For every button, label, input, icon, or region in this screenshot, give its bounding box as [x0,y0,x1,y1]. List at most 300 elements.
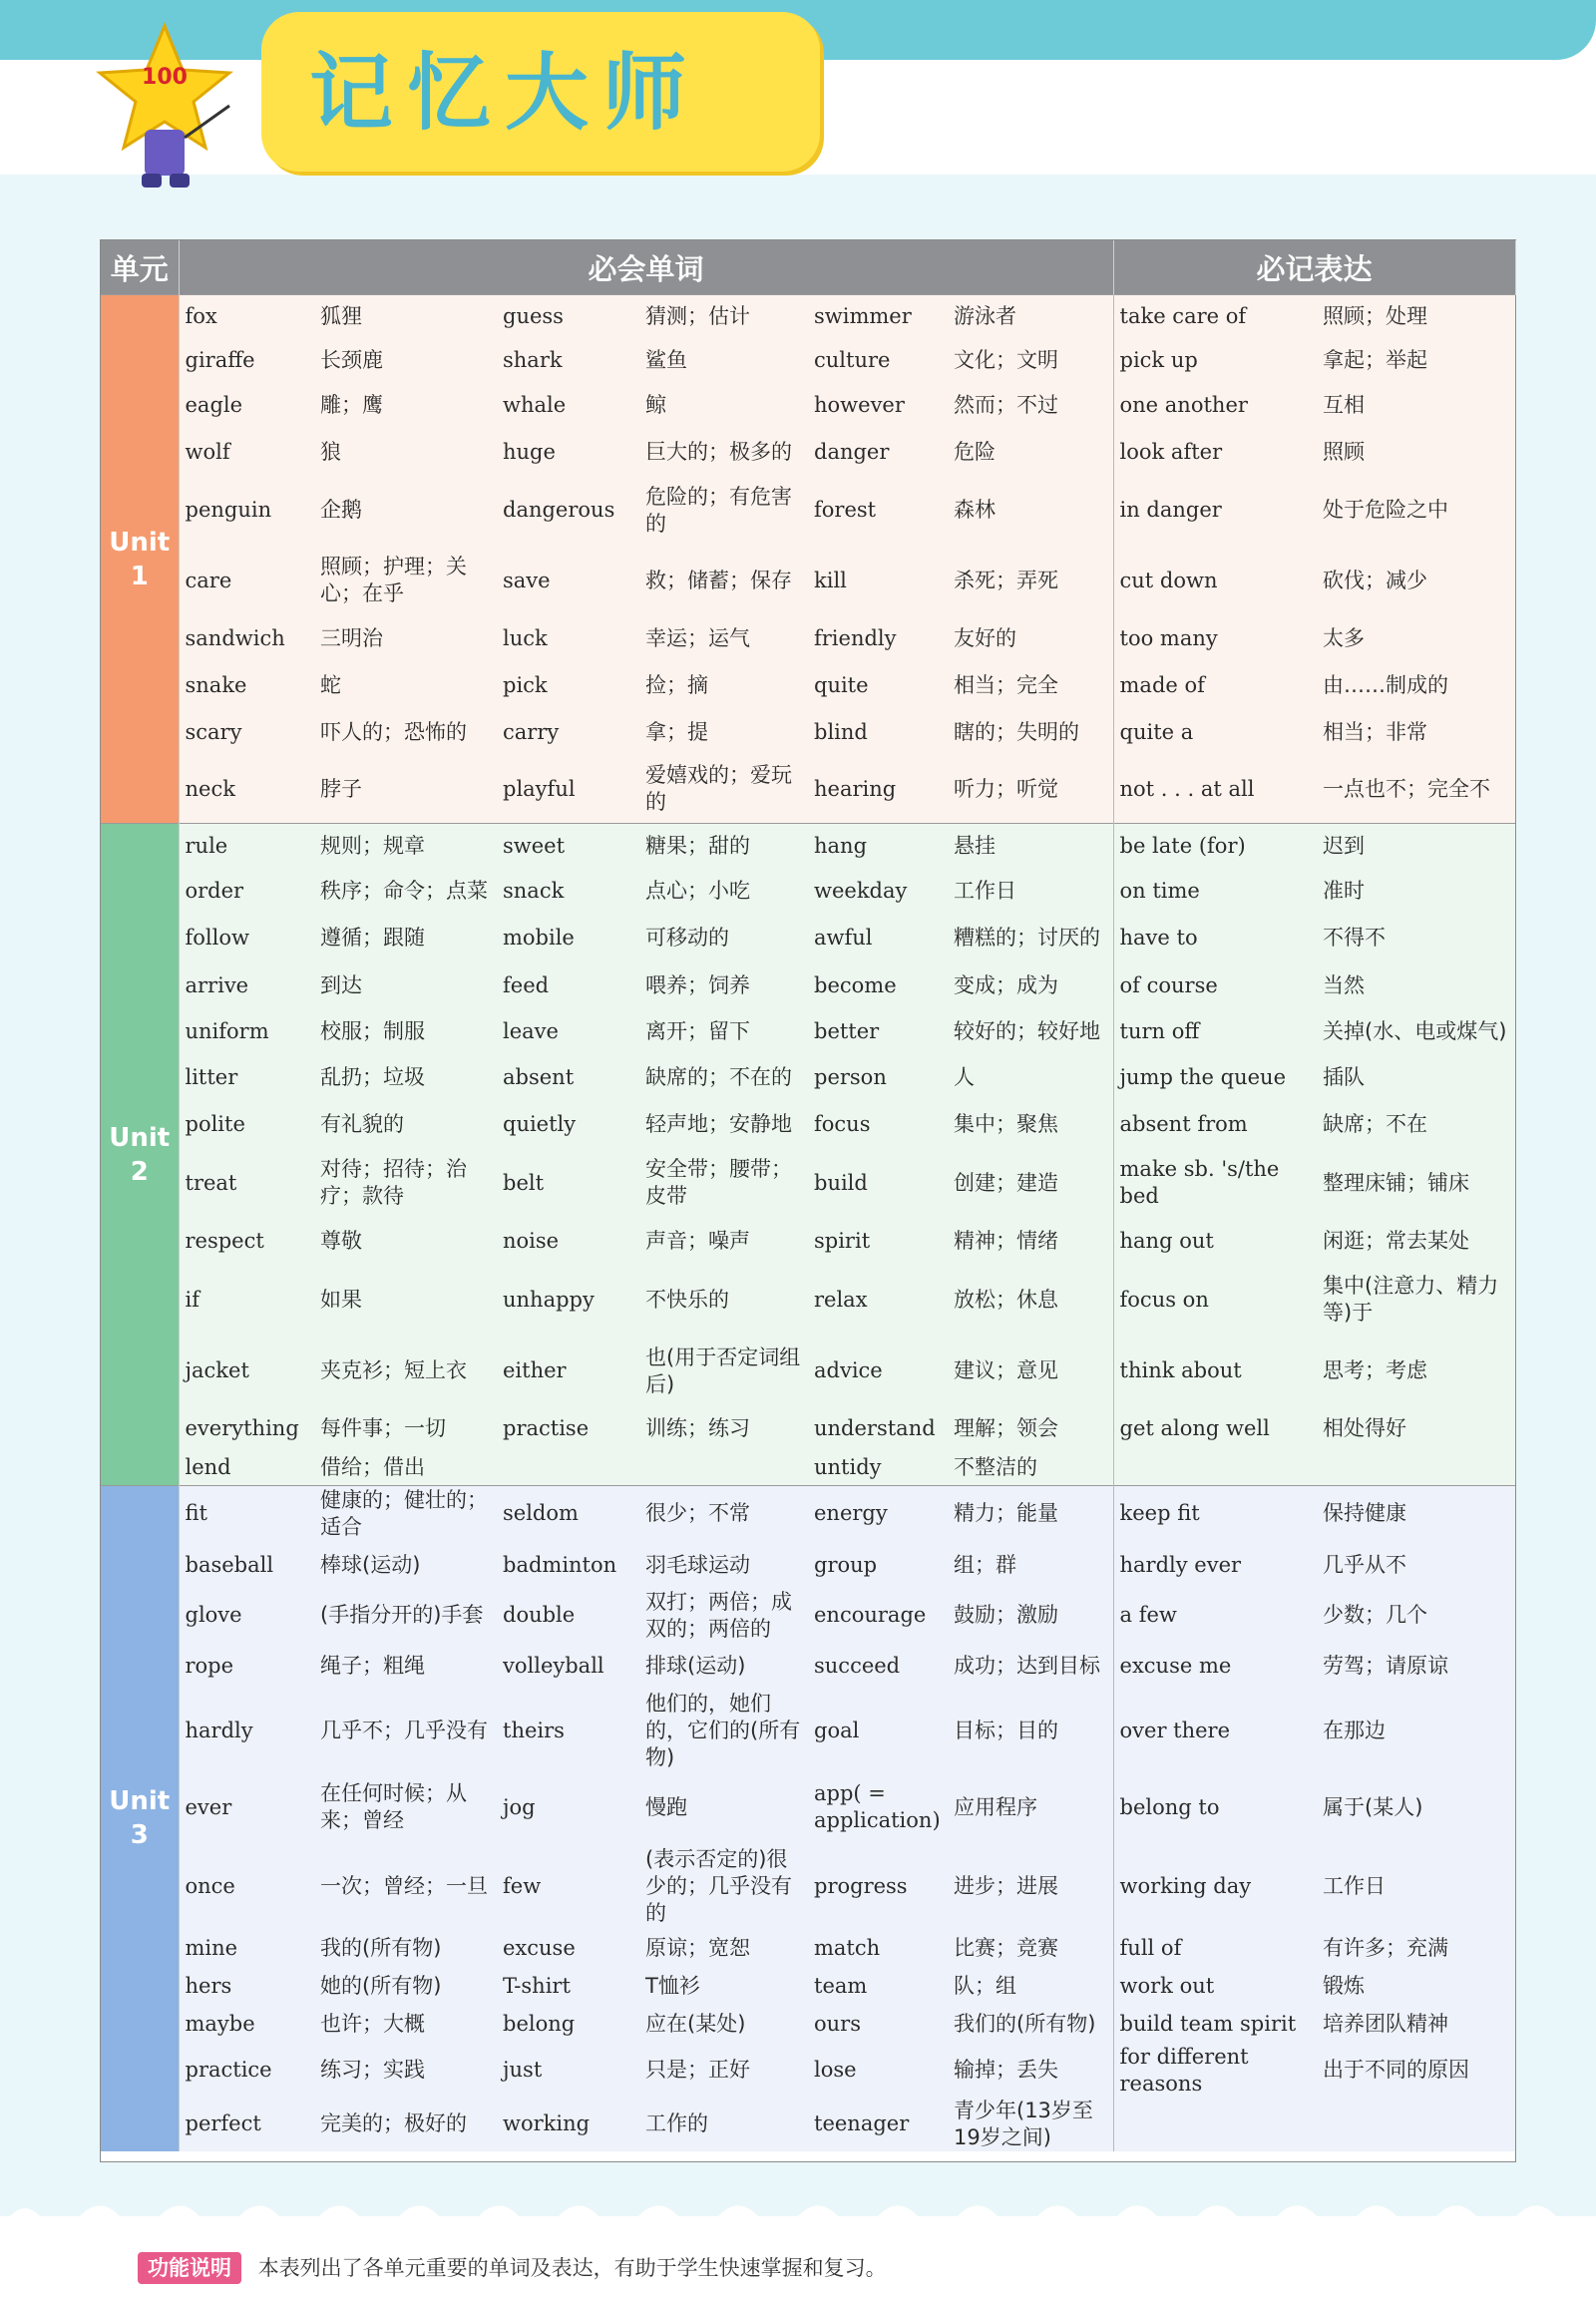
expression-cell: keep fit [1113,1486,1317,1542]
table-row [101,709,1515,756]
meaning-cell: 出于不同的原因 [1317,2044,1515,2098]
word-cell: glove [179,1589,314,1643]
meaning-cell: 太多 [1317,616,1515,662]
meaning-cell: 危险 [948,429,1113,476]
word-cell: goal [808,1691,948,1771]
word-cell: theirs [497,1691,639,1771]
expression-cell: not . . . at all [1113,756,1317,824]
meaning-cell: 友好的 [948,616,1113,662]
meaning-cell: 规则；规章 [314,824,497,869]
expression-cell: on time [1113,869,1317,915]
expression-cell: excuse me [1113,1643,1317,1691]
expression-cell: quite a [1113,709,1317,756]
table-row [101,2006,1515,2044]
expression-cell: for different reasons [1113,2044,1317,2098]
table-row [101,476,1515,546]
word-cell: lend [179,1450,314,1486]
meaning-cell: 她的(所有物) [314,1968,497,2006]
word-cell: care [179,546,314,616]
word-cell: build [808,1148,948,1219]
word-cell: weekday [808,869,948,915]
word-cell: perfect [179,2098,314,2151]
meaning-cell: 关掉(水、电或煤气) [1317,1009,1515,1055]
meaning-cell: 工作日 [1317,1844,1515,1929]
meaning-cell: 整理床铺；铺床 [1317,1148,1515,1219]
meaning-cell: 不整洁的 [948,1450,1113,1486]
meaning-cell: 由……制成的 [1317,662,1515,709]
meaning-cell: 狐狸 [314,295,497,339]
meaning-cell: 双打；两倍；成双的；两倍的 [639,1589,808,1643]
table-row [101,1148,1515,1219]
word-cell: jog [497,1771,639,1844]
meaning-cell: 缺席的；不在的 [639,1055,808,1101]
meaning-cell: 迟到 [1317,824,1515,869]
meaning-cell: 插队 [1317,1055,1515,1101]
word-cell: sandwich [179,616,314,662]
word-cell: ours [808,2006,948,2044]
meaning-cell: 糟糕的；讨厌的 [948,915,1113,962]
table-row [101,1844,1515,1929]
word-cell: treat [179,1148,314,1219]
meaning-cell: 几乎不；几乎没有 [314,1691,497,1771]
word-cell: unhappy [497,1265,639,1336]
meaning-cell: 当然 [1317,962,1515,1009]
word-cell: practise [497,1407,639,1450]
expression-cell: made of [1113,662,1317,709]
word-cell: fit [179,1486,314,1542]
meaning-cell: 遵循；跟随 [314,915,497,962]
meaning-cell: 狼 [314,429,497,476]
word-cell: few [497,1844,639,1929]
expression-cell [1113,1450,1317,1486]
meaning-cell: 理解；领会 [948,1407,1113,1450]
meaning-cell: 悬挂 [948,824,1113,869]
word-cell: rope [179,1643,314,1691]
meaning-cell: 对待；招待；治疗；款待 [314,1148,497,1219]
expression-cell: be late (for) [1113,824,1317,869]
meaning-cell: 组；群 [948,1542,1113,1589]
meaning-cell: 一次；曾经；一旦 [314,1844,497,1929]
meaning-cell: 绳子；粗绳 [314,1643,497,1691]
meaning-cell: 乱扔；垃圾 [314,1055,497,1101]
meaning-cell: 很少；不常 [639,1486,808,1542]
meaning-cell: 鼓励；激励 [948,1589,1113,1643]
meaning-cell: 一点也不；完全不 [1317,756,1515,824]
expression-cell: of course [1113,962,1317,1009]
meaning-cell [1317,2098,1515,2151]
word-cell: penguin [179,476,314,546]
meaning-cell: 借给；借出 [314,1450,497,1486]
meaning-cell: 安全带；腰带；皮带 [639,1148,808,1219]
meaning-cell: 有礼貌的 [314,1101,497,1148]
table-row [101,1219,1515,1265]
meaning-cell: 轻声地；安静地 [639,1101,808,1148]
meaning-cell: 在任何时候；从来；曾经 [314,1771,497,1844]
meaning-cell: 我的(所有物) [314,1929,497,1968]
expression-cell: hang out [1113,1219,1317,1265]
meaning-cell: 成功；达到目标 [948,1643,1113,1691]
word-cell: giraffe [179,339,314,382]
meaning-cell: 完美的；极好的 [314,2098,497,2151]
meaning-cell: 然而；不过 [948,382,1113,429]
table-row [101,2044,1515,2098]
word-cell: hearing [808,756,948,824]
meaning-cell: 游泳者 [948,295,1113,339]
expression-cell: cut down [1113,546,1317,616]
meaning-cell: 羽毛球运动 [639,1542,808,1589]
table-row [101,2098,1515,2151]
word-cell: huge [497,429,639,476]
word-cell: kill [808,546,948,616]
word-cell: succeed [808,1643,948,1691]
word-cell: forest [808,476,948,546]
meaning-cell: 每件事；一切 [314,1407,497,1450]
table-row [101,824,1515,869]
meaning-cell: 也(用于否定词组后) [639,1336,808,1407]
word-cell: wolf [179,429,314,476]
word-cell: maybe [179,2006,314,2044]
table-row [101,339,1515,382]
meaning-cell: 目标；目的 [948,1691,1113,1771]
meaning-cell: 糖果；甜的 [639,824,808,869]
word-cell: match [808,1929,948,1968]
expression-cell: think about [1113,1336,1317,1407]
word-cell: uniform [179,1009,314,1055]
word-cell: quite [808,662,948,709]
word-cell: order [179,869,314,915]
word-cell: culture [808,339,948,382]
meaning-cell: 照顾；护理；关心；在乎 [314,546,497,616]
meaning-cell: 点心；小吃 [639,869,808,915]
word-cell: arrive [179,962,314,1009]
expression-cell: turn off [1113,1009,1317,1055]
word-cell: feed [497,962,639,1009]
word-cell: hang [808,824,948,869]
meaning-cell: 队；组 [948,1968,1113,2006]
meaning-cell: 思考；考虑 [1317,1336,1515,1407]
meaning-cell: 相处得好 [1317,1407,1515,1450]
table-row [101,1589,1515,1643]
meaning-cell: 长颈鹿 [314,339,497,382]
meaning-cell: 排球(运动) [639,1643,808,1691]
table-row [101,1009,1515,1055]
word-cell: carry [497,709,639,756]
table-row [101,1407,1515,1450]
header-words: 必会单词 [179,240,1113,295]
word-cell: T-shirt [497,1968,639,2006]
word-cell: focus [808,1101,948,1148]
meaning-cell: 比赛；竞赛 [948,1929,1113,1968]
word-cell: follow [179,915,314,962]
word-cell: fox [179,295,314,339]
meaning-cell: 瞎的；失明的 [948,709,1113,756]
word-cell: danger [808,429,948,476]
word-cell: progress [808,1844,948,1929]
meaning-cell: 巨大的；极多的 [639,429,808,476]
meaning-cell: 准时 [1317,869,1515,915]
meaning-cell: 精神；情绪 [948,1219,1113,1265]
word-cell: eagle [179,382,314,429]
word-cell: swimmer [808,295,948,339]
word-cell: noise [497,1219,639,1265]
meaning-cell: 输掉；丢失 [948,2044,1113,2098]
word-cell: hardly [179,1691,314,1771]
meaning-cell: 鲨鱼 [639,339,808,382]
table-row [101,756,1515,824]
meaning-cell: 训练；练习 [639,1407,808,1450]
table-row [101,1929,1515,1968]
word-cell: luck [497,616,639,662]
word-cell: baseball [179,1542,314,1589]
word-cell: encourage [808,1589,948,1643]
meaning-cell: 不快乐的 [639,1265,808,1336]
meaning-cell: 劳驾；请原谅 [1317,1643,1515,1691]
word-cell: quietly [497,1101,639,1148]
word-cell: energy [808,1486,948,1542]
meaning-cell: 青少年(13岁至19岁之间) [948,2098,1113,2151]
unit-label: Unit 3 [101,1486,179,2151]
meaning-cell: 照顾 [1317,429,1515,476]
word-cell: guess [497,295,639,339]
meaning-cell: 猜测；估计 [639,295,808,339]
expression-cell: in danger [1113,476,1317,546]
table-row [101,662,1515,709]
expression-cell: make sb. 's/the bed [1113,1148,1317,1219]
word-cell: belt [497,1148,639,1219]
table-row [101,616,1515,662]
meaning-cell: 文化；文明 [948,339,1113,382]
word-cell: save [497,546,639,616]
word-cell: advice [808,1336,948,1407]
meaning-cell: 创建；建造 [948,1148,1113,1219]
meaning-cell: 棒球(运动) [314,1542,497,1589]
word-cell: playful [497,756,639,824]
table-row [101,1450,1515,1486]
meaning-cell: 放松；休息 [948,1265,1113,1336]
meaning-cell: 我们的(所有物) [948,2006,1113,2044]
word-cell: blind [808,709,948,756]
word-cell: whale [497,382,639,429]
meaning-cell: 慢跑 [639,1771,808,1844]
meaning-cell: 杀死；弄死 [948,546,1113,616]
word-cell: app( = application) [808,1771,948,1844]
meaning-cell [1317,1450,1515,1486]
meaning-cell: 处于危险之中 [1317,476,1515,546]
meaning-cell: 互相 [1317,382,1515,429]
word-cell: badminton [497,1542,639,1589]
word-cell: hers [179,1968,314,2006]
word-cell: neck [179,756,314,824]
meaning-cell: 喂养；饲养 [639,962,808,1009]
word-cell: become [808,962,948,1009]
meaning-cell: 照顾；处理 [1317,295,1515,339]
meaning-cell: 蛇 [314,662,497,709]
table-row [101,1486,1515,1542]
word-cell: practice [179,2044,314,2098]
vocab-grid [101,240,1516,2151]
meaning-cell: 脖子 [314,756,497,824]
meaning-cell: 拿；提 [639,709,808,756]
word-cell: relax [808,1265,948,1336]
word-cell: absent [497,1055,639,1101]
meaning-cell: 人 [948,1055,1113,1101]
word-cell: ever [179,1771,314,1844]
word-cell: shark [497,339,639,382]
meaning-cell: 应在(某处) [639,2006,808,2044]
expression-cell: one another [1113,382,1317,429]
word-cell: jacket [179,1336,314,1407]
meaning-cell: 原谅；宽恕 [639,1929,808,1968]
table-row [101,295,1515,339]
table-row [101,1771,1515,1844]
word-cell: untidy [808,1450,948,1486]
word-cell: mine [179,1929,314,1968]
footer-text: 本表列出了各单元重要的单词及表达，有助于学生快速掌握和复习。 [257,2256,887,2280]
word-cell: litter [179,1055,314,1101]
meaning-cell: 变成；成为 [948,962,1113,1009]
table-row [101,869,1515,915]
meaning-cell: 他们的，她们的，它们的(所有物) [639,1691,808,1771]
meaning-cell: 缺席；不在 [1317,1101,1515,1148]
meaning-cell: 救；储蓄；保存 [639,546,808,616]
meaning-cell: 工作日 [948,869,1113,915]
meaning-cell: 爱嬉戏的；爱玩的 [639,756,808,824]
meaning-cell: 夹克衫；短上衣 [314,1336,497,1407]
header-expressions: 必记表达 [1113,240,1515,295]
word-cell: once [179,1844,314,1929]
table-row [101,1968,1515,2006]
meaning-cell: 集中(注意力、精力等)于 [1317,1265,1515,1336]
word-cell: sweet [497,824,639,869]
meaning-cell: 吓人的；恐怖的 [314,709,497,756]
expression-cell: hardly ever [1113,1542,1317,1589]
meaning-cell: 秩序；命令；点菜 [314,869,497,915]
meaning-cell: 锻炼 [1317,1968,1515,2006]
meaning-cell: 培养团队精神 [1317,2006,1515,2044]
meaning-cell: 不得不 [1317,915,1515,962]
table-row [101,1055,1515,1101]
word-cell: friendly [808,616,948,662]
meaning-cell: 有许多；充满 [1317,1929,1515,1968]
word-cell: dangerous [497,476,639,546]
expression-cell: work out [1113,1968,1317,2006]
meaning-cell: 只是；正好 [639,2044,808,2098]
meaning-cell: (表示否定的)很少的；几乎没有的 [639,1844,808,1929]
table-row [101,1643,1515,1691]
table-row [101,1691,1515,1771]
meaning-cell: 进步；进展 [948,1844,1113,1929]
table-row [101,1542,1515,1589]
meaning-cell: 离开；留下 [639,1009,808,1055]
expression-cell: jump the queue [1113,1055,1317,1101]
expression-cell: a few [1113,1589,1317,1643]
expression-cell [1113,2098,1317,2151]
table-row [101,1336,1515,1407]
word-cell: snack [497,869,639,915]
word-cell: pick [497,662,639,709]
expression-cell: get along well [1113,1407,1317,1450]
meaning-cell: 拿起；举起 [1317,339,1515,382]
meaning-cell [639,1450,808,1486]
meaning-cell: 相当；非常 [1317,709,1515,756]
word-cell: if [179,1265,314,1336]
meaning-cell: 精力；能量 [948,1486,1113,1542]
meaning-cell: 几乎从不 [1317,1542,1515,1589]
expression-cell: belong to [1113,1771,1317,1844]
word-cell: group [808,1542,948,1589]
meaning-cell: 三明治 [314,616,497,662]
meaning-cell: 应用程序 [948,1771,1113,1844]
table-row [101,962,1515,1009]
word-cell: person [808,1055,948,1101]
table-row [101,1101,1515,1148]
header-unit: 单元 [101,240,179,295]
word-cell: snake [179,662,314,709]
word-cell: lose [808,2044,948,2098]
meaning-cell: 在那边 [1317,1691,1515,1771]
word-cell: mobile [497,915,639,962]
word-cell: belong [497,2006,639,2044]
meaning-cell: 少数；几个 [1317,1589,1515,1643]
meaning-cell: 雕；鹰 [314,382,497,429]
footer-note [138,2252,887,2284]
word-cell: rule [179,824,314,869]
expression-cell: have to [1113,915,1317,962]
footer-tag: 功能说明 [138,2252,241,2284]
meaning-cell: 练习；实践 [314,2044,497,2098]
word-cell: awful [808,915,948,962]
meaning-cell: 危险的；有危害的 [639,476,808,546]
meaning-cell: 可移动的 [639,915,808,962]
unit-label: Unit 1 [101,295,179,824]
expression-cell: build team spirit [1113,2006,1317,2044]
page-title: 记忆大师 [309,44,701,142]
meaning-cell: T恤衫 [639,1968,808,2006]
expression-cell: look after [1113,429,1317,476]
word-cell: understand [808,1407,948,1450]
meaning-cell: 如果 [314,1265,497,1336]
meaning-cell: 企鹅 [314,476,497,546]
word-cell [497,1450,639,1486]
star-mascot-icon [90,18,239,197]
meaning-cell: 尊敬 [314,1219,497,1265]
meaning-cell: 幸运；运气 [639,616,808,662]
meaning-cell: 属于(某人) [1317,1771,1515,1844]
meaning-cell: 较好的；较好地 [948,1009,1113,1055]
table-row [101,1265,1515,1336]
word-cell: volleyball [497,1643,639,1691]
table-row [101,429,1515,476]
meaning-cell: 校服；制服 [314,1009,497,1055]
expression-cell: focus on [1113,1265,1317,1336]
meaning-cell: 健康的；健壮的；适合 [314,1486,497,1542]
meaning-cell: 集中；聚焦 [948,1101,1113,1148]
expression-cell: full of [1113,1929,1317,1968]
word-cell: excuse [497,1929,639,1968]
meaning-cell: 建议；意见 [948,1336,1113,1407]
meaning-cell: 森林 [948,476,1113,546]
meaning-cell: 工作的 [639,2098,808,2151]
table-header-row [101,240,1515,295]
word-cell: better [808,1009,948,1055]
word-cell: teenager [808,2098,948,2151]
meaning-cell: 听力；听觉 [948,756,1113,824]
word-cell: working [497,2098,639,2151]
meaning-cell: 捡；摘 [639,662,808,709]
word-cell: double [497,1589,639,1643]
word-cell: seldom [497,1486,639,1542]
word-cell: just [497,2044,639,2098]
